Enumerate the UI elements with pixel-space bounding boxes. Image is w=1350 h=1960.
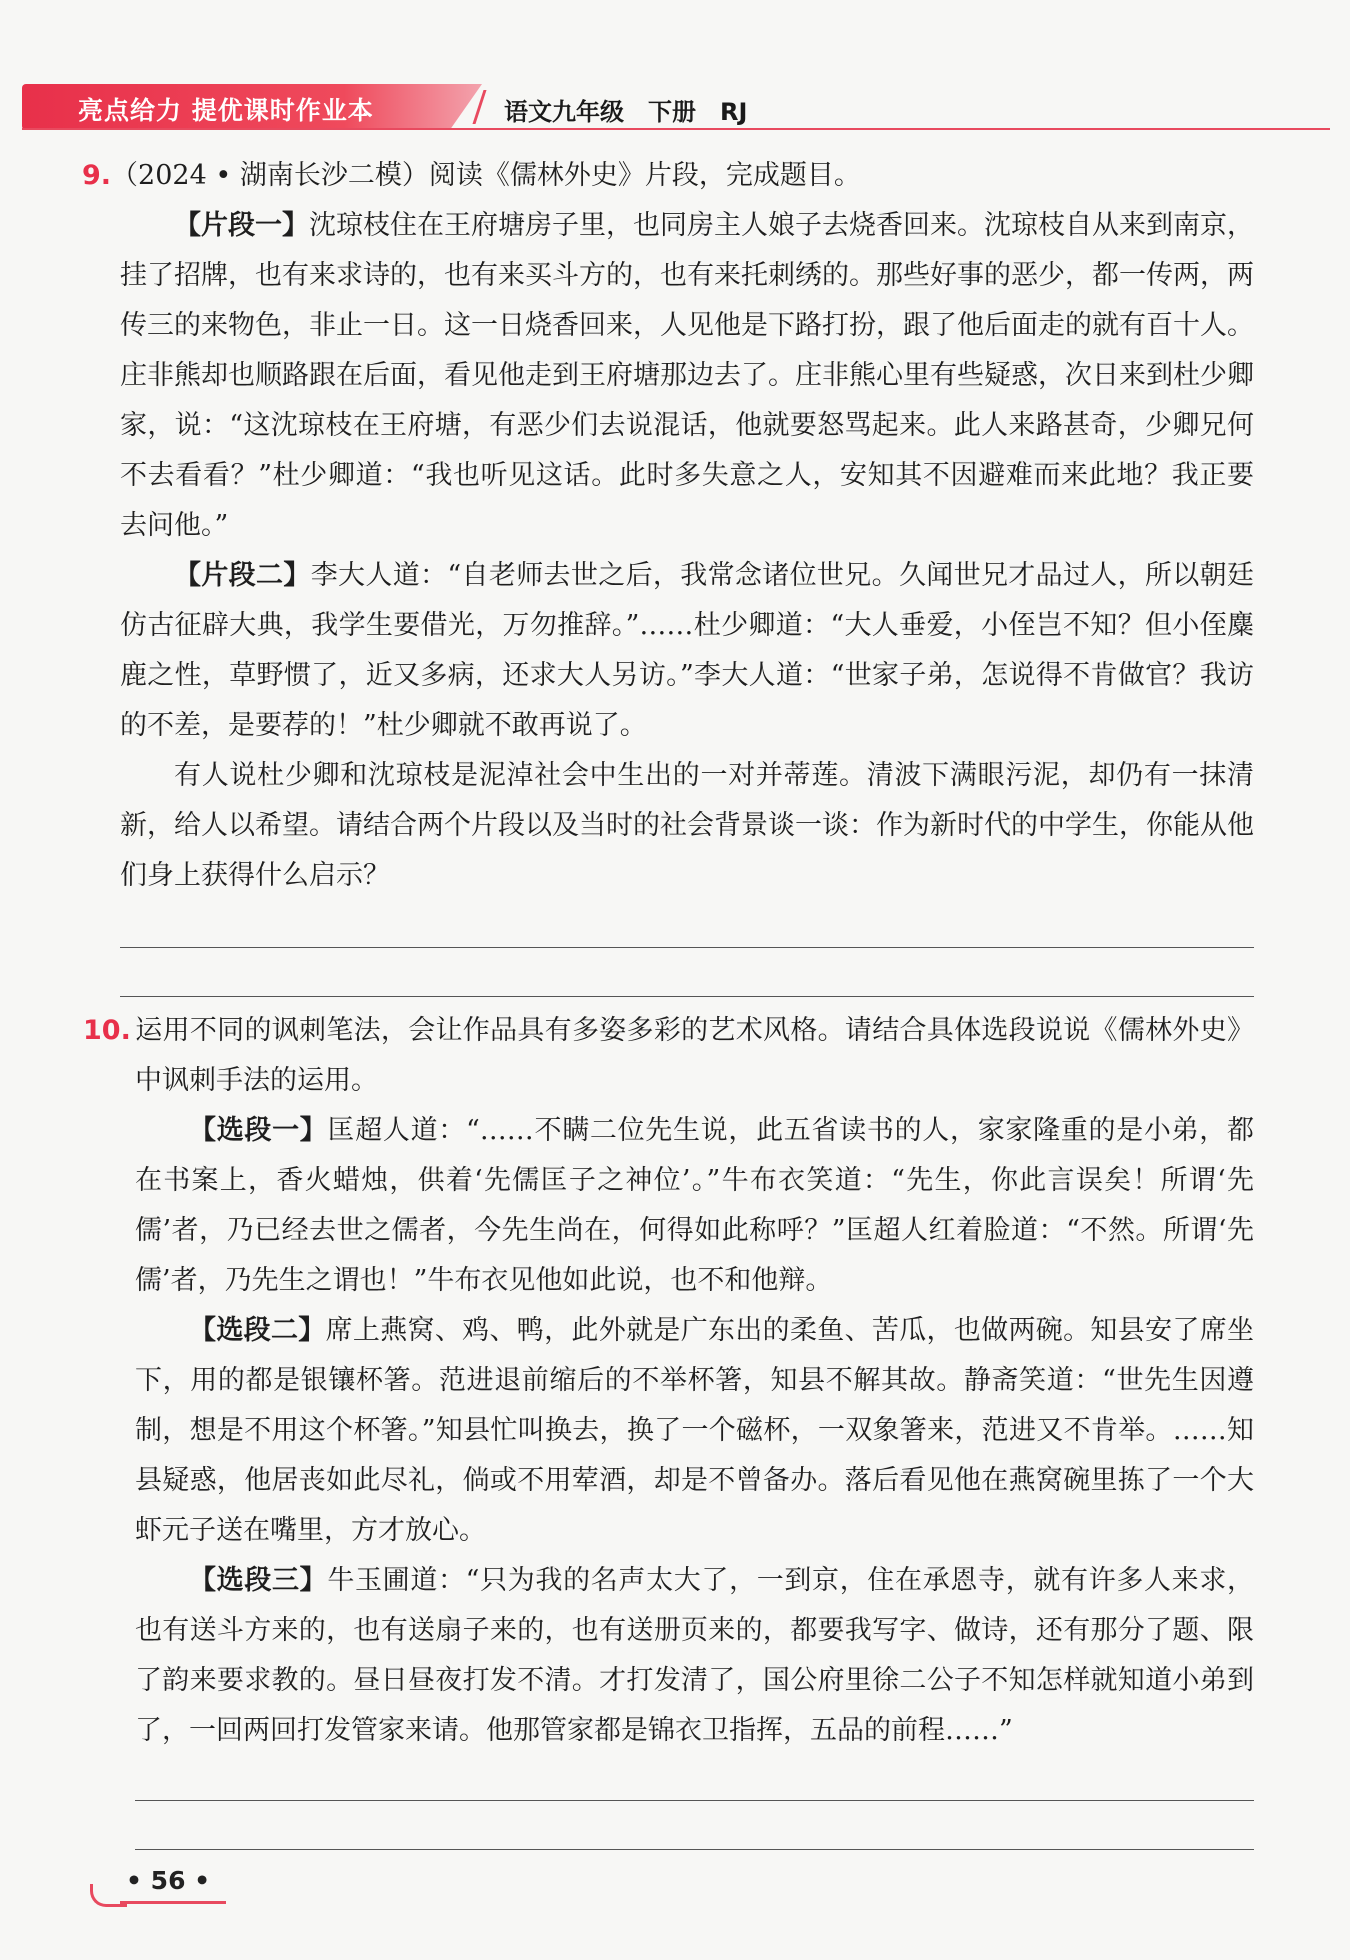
q10-answer-line-2[interactable] — [135, 1849, 1254, 1850]
q9-answer-line-1[interactable] — [120, 947, 1254, 948]
q9-answer-line-2[interactable] — [120, 996, 1254, 997]
q9-excerpt-2-text: 李大人道：“自老师去世之后，我常念诸位世兄。久闻世兄才品过人，所以朝廷仿古征辟大典，我学生要借光，万勿推辞。”……杜少卿道：“大人垂爱，小侄岂不知？但小侄麋鹿之性，草野惯了，近又多病，还求大人另访。”李大人道：“世家子弟，怎说得不肯做官？我访的不差，是要荐的！”杜少卿就不敢再说了。 — [120, 560, 1255, 741]
question-10 — [83, 1006, 1255, 1756]
question-9-intro-text: （2024 • 湖南长沙二模）阅读《儒林外史》片段，完成题目。 — [111, 160, 861, 191]
q9-excerpt-1 — [120, 201, 1254, 551]
q9-excerpt-1-tag: 【片段一】 — [174, 210, 309, 241]
q9-excerpt-1-text: 沈琼枝住在王府塘房子里，也同房主人娘子去烧香回来。沈琼枝自从来到南京，挂了招牌，也有来求诗的，也有来买斗方的，也有来托刺绣的。那些好事的恶少，都一传两，两传三的来物色，非止一日。这一日烧香回来，人见他是下路打扮，跟了他后面走的就有百十人。庄非熊却也顺路跟在后面，看见他走到王府塘那边去了。庄非熊心里有些疑惑，次日来到杜少卿家，说：“这沈琼枝在王府塘，有恶少们去说混话，他就要怒骂起来。此人来路甚奇，少卿兄何不去看看？”杜少卿道：“我也听见这话。此时多失意之人，安知其不因避难而来此地？我正要去问他。” — [120, 210, 1254, 541]
q10-selection-1-tag: 【选段一】 — [189, 1115, 328, 1146]
question-9-intro — [82, 151, 1254, 201]
q10-selection-2 — [135, 1306, 1254, 1556]
question-10-intro-text: 运用不同的讽刺笔法，会让作品具有多姿多彩的艺术风格。请结合具体选段说说《儒林外史》中讽刺手法的运用。 — [135, 1015, 1254, 1096]
question-10-number: 10. — [83, 1015, 131, 1046]
q10-selection-1-text: 匡超人道：“……不瞒二位先生说，此五省读书的人，家家隆重的是小弟，都在书案上，香火蜡烛，供着‘先儒匡子之神位’。”牛布衣笑道：“先生，你此言误矣！所谓‘先儒’者，乃已经去世之儒者，今先生尚在，何得如此称呼？”匡超人红着脸道：“不然。所谓‘先儒’者，乃先生之谓也！”牛布衣见他如此说，也不和他辩。 — [135, 1115, 1254, 1296]
q9-excerpt-2-tag: 【片段二】 — [174, 560, 311, 591]
page-header — [22, 84, 1330, 130]
page-number: • 56 • — [126, 1866, 211, 1895]
q10-selection-2-tag: 【选段二】 — [189, 1315, 326, 1346]
q10-selection-3 — [135, 1556, 1254, 1756]
q9-prompt: 有人说杜少卿和沈琼枝是泥淖社会中生出的一对并蒂莲。清波下满眼污泥，却仍有一抹清新，给人以希望。请结合两个片段以及当时的社会背景谈一谈：作为新时代的中学生，你能从他们身上获得什么启示？ — [120, 760, 1254, 891]
q10-selection-3-text: 牛玉圃道：“只为我的名声太大了，一到京，住在承恩寺，就有许多人来求，也有送斗方来的，也有送扇子来的，也有送册页来的，都要我写字、做诗，还有那分了题、限了韵来要求教的。昼日昼夜打发不清。才打发清了，国公府里徐二公子不知怎样就知道小弟到了，一回两回打发管家来请。他那管家都是锦衣卫指挥，五品的前程……” — [135, 1565, 1255, 1746]
header-subject: 语文九年级 下册 RJ — [504, 98, 748, 126]
footer-rule — [120, 1901, 226, 1904]
page-footer — [90, 1866, 230, 1910]
question-10-intro — [83, 1006, 1254, 1106]
q9-excerpt-2 — [120, 551, 1254, 751]
header-divider — [472, 90, 486, 124]
question-9-number: 9. — [82, 160, 112, 191]
q10-selection-1 — [135, 1106, 1254, 1306]
q10-selection-2-text: 席上燕窝、鸡、鸭，此外就是广东出的柔鱼、苦瓜，也做两碗。知县安了席坐下，用的都是银镶杯箸。范进退前缩后的不举杯箸，知县不解其故。静斋笑道：“世先生因遵制，想是不用这个杯箸。”知县忙叫换去，换了一个磁杯，一双象箸来，范进又不肯举。……知县疑惑，他居丧如此尽礼，倘或不用荤酒，却是不曾备办。落后看见他在燕窝碗里拣了一个大虾元子送在嘴里，方才放心。 — [135, 1315, 1255, 1546]
q10-answer-line-1[interactable] — [135, 1800, 1254, 1801]
question-9 — [82, 151, 1255, 901]
header-rule — [22, 128, 1330, 130]
header-brand-title: 亮点给力 提优课时作业本 — [78, 96, 374, 125]
q10-selection-3-tag: 【选段三】 — [189, 1565, 328, 1596]
